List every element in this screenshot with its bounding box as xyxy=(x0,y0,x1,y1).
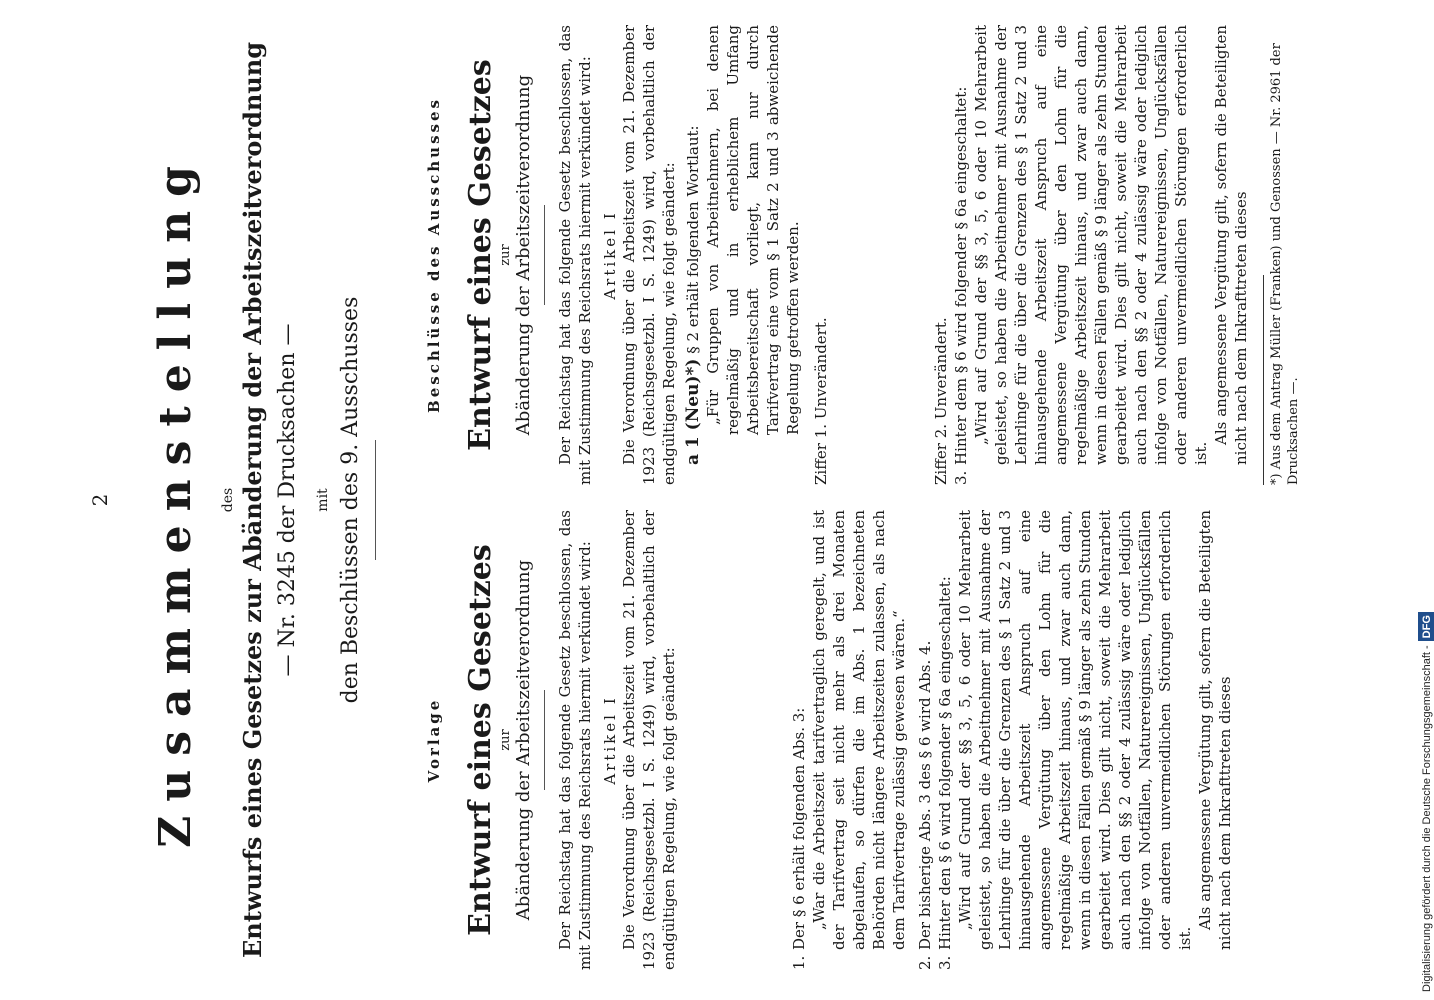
left-law-title: Entwurf eines Gesetzes xyxy=(463,544,498,936)
right-item-3-number: 3. xyxy=(952,470,970,485)
left-item-3-text: Hinter den § 6 wird folgender § 6a eingeschaltet: xyxy=(936,576,954,950)
right-item-a1 xyxy=(683,25,803,485)
right-law-title: Entwurf eines Gesetzes xyxy=(463,59,498,451)
left-item-1-text: Der § 6 erhält folgenden Abs. 3: xyxy=(790,707,808,950)
right-divider xyxy=(544,205,545,305)
footnote: *) Aus dem Antrag Müller (Franken) und Genossen — Nr. 2961 der Drucksachen —. xyxy=(1269,43,1301,485)
dfg-logo: DFG xyxy=(1418,612,1434,641)
left-item-1-quote: „War die Arbeitszeit tarifvertraglich geregelt, und ist der Tarifvertrag seit nicht mehr als drei Monaten abgelaufen, so dürfen die im Abs. 1 bezeichneten Behörden nicht längere Arbeitszeiten zulassen, als nach dem Tarifvertrage zulässig gewesen wären.“ xyxy=(810,510,908,950)
right-ziffer-1: Ziffer 1. Unverändert. xyxy=(812,317,830,485)
right-column xyxy=(425,25,1302,485)
right-item-3-text: Hinter dem § 6 wird folgender § 6a eingeschaltet: xyxy=(952,86,970,465)
left-item-2-text: Der bisherige Abs. 3 des § 6 wird Abs. 4. xyxy=(916,640,934,950)
right-article-intro: Die Verordnung über die Arbeitszeit vom 21. Dezember 1923 (Reichsgesetzbl. I S. 1249) wird, vorbehaltlich der endgültigen Regelung, wie folgt geändert: xyxy=(620,25,678,485)
page-number: 2 xyxy=(88,493,112,507)
right-law-zur: zur xyxy=(498,244,513,266)
header-divider xyxy=(375,440,376,560)
left-law-subtitle: Abänderung der Arbeitszeitverordnung xyxy=(513,559,534,921)
right-preamble: Der Reichstag hat das folgende Gesetz beschlossen, das mit Zustimmung des Reichsrats hiermit verkündet wird: xyxy=(556,25,594,485)
document-subtitle: Entwurfs eines Gesetzes zur Abänderung der Arbeitszeitverordnung xyxy=(238,42,267,958)
right-column-heading: Beschlüsse des Ausschusses xyxy=(425,97,443,413)
document-title: Zusammenstellung xyxy=(150,152,201,848)
left-column-heading: Vorlage xyxy=(425,697,443,783)
right-item-3-quote: „Wird auf Grund der §§ 3, 5, 6 oder 10 Mehrarbeit geleistet, so haben die Arbeitnehmer mit Ausnahme der Lehrlinge für die über die Grenzen des § 1 Satz 2 und 3 hinausgehende Arbeitszeit Anspruch auf eine angemessene Vergütung über den Lohn für die regelmäßige Arbeitszeit hinaus, und zwar auch dann, wenn in diesen Fällen gemäß § 9 länger als zehn Stunden gearbeitet wird. Dies gilt nicht, soweit die Mehrarbeit auch nach den §§ 2 oder 4 zulässig wäre oder lediglich infolge von Notfällen, Naturereignissen, Unglücksfällen oder anderen unvermeidlichen Störungen erforderlich ist. xyxy=(972,25,1210,465)
digitization-note xyxy=(1418,8,1434,992)
left-column xyxy=(425,510,1235,970)
left-item-2-number: 2. xyxy=(916,955,934,970)
right-ziffer-2: Ziffer 2. Unverändert. xyxy=(932,317,950,485)
right-item-3-quote-continued: Als angemessene Vergütung gilt, sofern die Beteiligten nicht nach dem Inkrafttreten dieses xyxy=(1212,25,1250,465)
left-item-3-quote: „Wird auf Grund der §§ 3, 5, 6 oder 10 Mehrarbeit geleistet, so haben die Arbeitnehmer mit Ausnahme der Lehrlinge für die über die Grenzen des § 1 Satz 2 und 3 hinausgehende Arbeitszeit Anspruch auf eine angemessene Vergütung über den Lohn für die regelmäßige Arbeitszeit hinaus, und zwar auch dann, wenn in diesen Fällen gemäß § 9 länger als zehn Stunden gearbeitet wird. Dies gilt nicht, soweit die Mehrarbeit auch nach den §§ 2 oder 4 zulässig wäre oder lediglich infolge von Notfällen, Naturereignissen, Unglücksfällen oder anderen unvermeidlichen Störungen erforderlich ist. xyxy=(956,510,1194,950)
footnote-rule xyxy=(1263,275,1264,485)
left-preamble: Der Reichstag hat das folgende Gesetz beschlossen, das mit Zustimmung des Reichsrats hiermit verkündet wird: xyxy=(556,510,594,970)
document-reference: — Nr. 3245 der Drucksachen — xyxy=(275,323,300,677)
left-item-1 xyxy=(789,510,909,970)
right-article: Artikel I xyxy=(601,210,619,300)
left-article: Artikel I xyxy=(601,695,619,785)
mit-connector: mit xyxy=(315,488,331,512)
left-item-3-quote-continued: Als angemessene Vergütung gilt, sofern die Beteiligten nicht nach dem Inkrafttreten dieses xyxy=(1196,510,1234,950)
digitization-text: Digitalisierung gefördert durch die Deutsche Forschungsgemeinschaft - xyxy=(1421,645,1433,992)
right-item-3 xyxy=(951,25,1251,485)
left-divider xyxy=(544,690,545,790)
left-item-1-number: 1. xyxy=(790,955,808,970)
right-law-subtitle: Abänderung der Arbeitszeitverordnung xyxy=(513,74,534,436)
document-page xyxy=(50,0,1390,1000)
right-item-a1-quote: „Für Gruppen von Arbeitnehmern, bei denen regelmäßig und in erheblichem Umfang Arbeitsbereitschaft vorliegt, kann nur durch Tarifvertrag eine vom § 1 Satz 2 und 3 abweichende Regelung getroffen werden. xyxy=(704,25,802,435)
left-article-intro: Die Verordnung über die Arbeitszeit vom 21. Dezember 1923 (Reichsgesetzbl. I S. 1249) wird, vorbehaltlich der endgültigen Regelung, wie folgt geändert: xyxy=(620,510,678,970)
right-item-a1-label: a 1 (Neu)*) xyxy=(683,358,703,465)
left-law-zur: zur xyxy=(498,729,513,751)
left-item-3-number: 3. xyxy=(936,955,954,970)
left-item-2 xyxy=(915,510,935,970)
left-item-3 xyxy=(935,510,1235,970)
right-item-a1-text: § 2 erhält folgenden Wortlaut: xyxy=(684,125,702,354)
committee-line: den Beschlüssen des 9. Ausschusses xyxy=(338,296,363,704)
title-connector: des xyxy=(220,487,236,513)
